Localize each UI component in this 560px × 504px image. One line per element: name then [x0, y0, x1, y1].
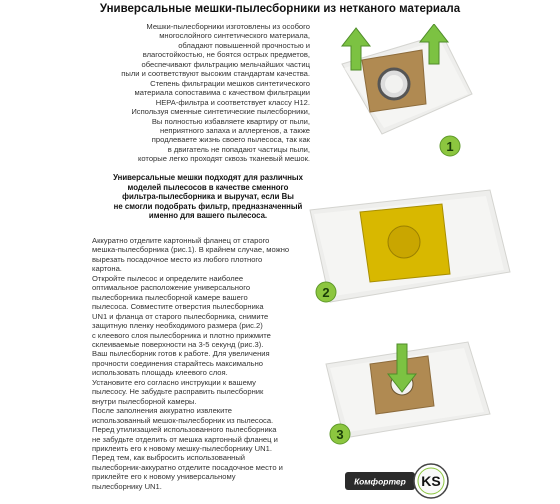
- text-line: не смогли подобрать фильтр, предназначенный: [113, 201, 303, 211]
- text-line: обеспечивают фильтрацию мельчайших частиц: [141, 59, 310, 69]
- step-3-number: 3: [336, 427, 344, 442]
- text-line: фильтра-пылесборника и выручат, если Вы: [122, 192, 294, 202]
- text-line: пылесборнику UN1.: [92, 481, 162, 491]
- text-line: пылесосу. Не забудьте расправить пылесборник: [92, 387, 264, 397]
- text-line: Аккуратно отделите картонный фланец от старого: [92, 236, 270, 245]
- text-line: Установите его согласно инструкции к вашему: [92, 377, 256, 387]
- text-line: которые легко проходят сквозь тканевый мешок.: [137, 154, 310, 164]
- text-line: моделей пылесосов в качестве сменного: [127, 182, 289, 192]
- text-line: приклейте его к новому универсальному: [92, 472, 236, 482]
- intro-text: [90, 22, 310, 164]
- text-line: Перед утилизацией использованного пылесборника: [92, 425, 277, 435]
- step-2-illustration: [300, 182, 520, 322]
- brand-text: Комфортер: [354, 476, 406, 487]
- text-line: приклеить его к новому мешку-пылесборнику UN1.: [92, 443, 272, 453]
- text-line: многослойного синтетического материала,: [159, 31, 310, 41]
- step-1-badge: [440, 136, 460, 156]
- text-line: именно для вашего пылесоса.: [148, 211, 268, 221]
- step-2-number: 2: [322, 285, 330, 300]
- step-2-badge: [316, 282, 336, 302]
- page-title: Универсальные мешки-пылесборники из нетканого материала: [99, 3, 461, 15]
- text-line: Используя сменные синтетические пылесборники,: [131, 107, 310, 117]
- text-line: не забудьте отделить от мешка картонный фланец и: [92, 434, 278, 444]
- text-line: Перед тем, как выбросить использованный: [92, 453, 246, 463]
- text-line: пылесборник-аккуратно отделите посадочное место и: [92, 462, 283, 472]
- text-line: После заполнения аккуратно извлеките: [92, 406, 232, 416]
- text-line: прочности соединения старайтесь максимально: [92, 358, 264, 368]
- text-line: Откройте пылесос и определите наиболее: [92, 273, 244, 283]
- text-line: Степень фильтрации мешков синтетического: [150, 78, 310, 88]
- text-line: оптимальное расположение универсального: [92, 283, 251, 293]
- brand-logo: [345, 462, 453, 500]
- text-line: неприятного запаха и аллергенов, а также: [160, 125, 310, 135]
- text-line: Мешки-пылесборники изготовлены из особого: [146, 22, 310, 31]
- step-3-illustration: [318, 334, 498, 452]
- text-line: продлеваете жизнь своего пылесоса, так как: [151, 135, 310, 145]
- text-line: в двигатель не попадают частицы пыли,: [167, 144, 310, 154]
- text-line: с клеевого слоя пылесборника и плотно прижмите: [92, 330, 271, 340]
- text-line: влагостойкостью, не боятся острых предметов,: [142, 50, 310, 60]
- text-line: пыли и соответствуют высоким стандартам качества.: [121, 69, 310, 79]
- compatibility-note: [88, 173, 328, 221]
- text-line: обладают повышенной прочностью и: [178, 40, 310, 50]
- text-line: Универсальные мешки подходят для различных: [113, 173, 303, 182]
- step-1-illustration: [322, 24, 482, 174]
- ks-badge-text: KS: [421, 473, 441, 489]
- text-line: вырезать посадочное место из любого плотного: [92, 254, 263, 264]
- step-1-number: 1: [446, 139, 454, 154]
- text-line: картона.: [92, 264, 122, 274]
- text-line: HEPA-фильтра и соответствует классу H12.: [155, 97, 310, 107]
- step-3-badge: [330, 424, 350, 444]
- text-line: пылесоса. Совместите отверстия пылесборника: [92, 302, 264, 312]
- text-line: UN1 и фланца от старого пылесборника, снимите: [92, 311, 269, 321]
- text-line: Ваш пылесборник готов к работе. Для увеличения: [92, 349, 270, 359]
- text-line: Вы полностью избавляете квартиру от пыли,: [151, 116, 310, 126]
- text-line: использовать площадь клеевого слоя.: [92, 368, 228, 378]
- instructions-text: [92, 236, 332, 491]
- text-line: склеиваемые поверхности на 3-5 секунд (рис.3).: [92, 339, 264, 349]
- text-line: внутри пылесборной камеры.: [92, 396, 197, 406]
- text-line: материала сопоставима с качеством фильтрации: [134, 88, 310, 98]
- text-line: использованный мешок-пылесборник из пылесоса.: [92, 415, 274, 425]
- text-line: мешка-пылесборника (рис.1). В крайнем случае, можно: [92, 245, 290, 255]
- ks-badge: [414, 464, 448, 498]
- text-line: защитную пленку необходимого размера (рис.2): [92, 321, 263, 331]
- text-line: пылесборника пылесборной камере вашего: [92, 292, 248, 302]
